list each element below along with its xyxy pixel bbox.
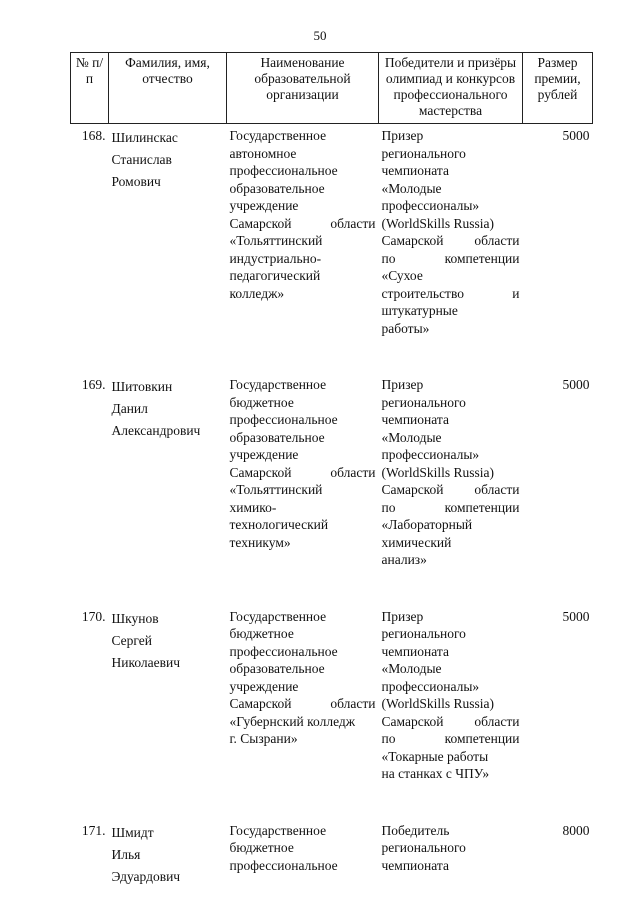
organization-line: бюджетное — [229, 840, 294, 855]
organization-line: индустриально- — [229, 250, 322, 266]
organization-line: образовательное — [229, 429, 325, 445]
achievement-line: Самарской области — [381, 713, 520, 729]
row-prize-amount: 5000 — [562, 377, 590, 392]
row-spacer — [71, 337, 593, 373]
achievement-line: «Сухое — [381, 268, 423, 283]
table-row — [71, 373, 593, 569]
organization-line: образовательное — [229, 661, 325, 676]
achievement-line: «Лабораторный — [381, 517, 473, 532]
organization-line: Государственное — [229, 128, 327, 143]
header-name: Фамилия, имя, отчество — [109, 53, 227, 124]
row-organization — [227, 124, 379, 338]
achievement-line: регионального — [381, 626, 466, 641]
name-line: Илья — [111, 846, 141, 862]
header-num: № п/п — [71, 53, 109, 124]
name-line: Шитовкин — [111, 379, 173, 394]
row-prize-amount: 5000 — [562, 608, 590, 624]
row-prize-amount: 5000 — [562, 128, 590, 143]
organization-line: Государственное — [229, 377, 327, 392]
row-prize-amount: 8000 — [562, 822, 590, 838]
achievement-line: химический — [381, 534, 452, 550]
row-spacer-cell — [71, 569, 593, 605]
achievement-line: «Молодые — [381, 661, 442, 676]
achievement-line: по компетенции — [381, 731, 520, 746]
achievement-line: «Токарные работы — [381, 748, 489, 764]
achievement-line: «Молодые — [381, 429, 442, 445]
organization-line: техникум» — [229, 534, 291, 550]
achievement-line: анализ» — [381, 552, 427, 567]
organization-line: химико- — [229, 499, 277, 515]
achievement-line: (WorldSkills Russia) — [381, 696, 495, 711]
achievement-line: (WorldSkills Russia) — [381, 215, 495, 231]
organization-line: профессиональное — [229, 163, 338, 178]
organization-line: учреждение — [229, 198, 299, 213]
row-organization — [227, 605, 379, 783]
table-header-row — [71, 53, 593, 124]
row-organization — [227, 819, 379, 888]
organization-line: г. Сызрани» — [229, 731, 298, 746]
achievement-line: «Молодые — [381, 180, 442, 196]
achievement-line: работы» — [381, 320, 430, 336]
organization-line: «Губернский колледж — [229, 713, 356, 729]
achievement-line: чемпионата — [381, 643, 449, 659]
row-spacer-cell — [71, 337, 593, 373]
row-achievement — [379, 819, 523, 888]
table-row — [71, 605, 593, 783]
achievement-line: Победитель — [381, 822, 450, 838]
organization-line: образовательное — [229, 180, 325, 196]
achievement-line: по компетенции — [381, 499, 520, 515]
row-number: 168. — [81, 128, 106, 143]
name-line: Шилинскас — [111, 130, 178, 145]
achievement-line: регионального — [381, 840, 466, 855]
header-winners: Победители и призёры олимпиад и конкурсов профессионального мастерства — [379, 53, 523, 124]
organization-line: Самарской области — [229, 215, 376, 231]
organization-line: профессиональное — [229, 412, 338, 427]
row-spacer-cell — [71, 783, 593, 819]
row-full-name — [109, 605, 227, 783]
achievement-line: чемпионата — [381, 163, 449, 178]
achievement-line: Призер — [381, 608, 424, 624]
achievement-line: строительство и — [381, 285, 520, 301]
organization-line: колледж» — [229, 285, 285, 301]
name-line: Ромович — [111, 174, 161, 189]
name-line: Шмидт — [111, 824, 154, 840]
organization-line: педагогический — [229, 268, 321, 283]
row-number: 169. — [81, 377, 106, 392]
table-row — [71, 819, 593, 888]
achievement-line: чемпионата — [381, 412, 449, 427]
achievement-line: регионального — [381, 394, 466, 410]
organization-line: автономное — [229, 145, 297, 161]
name-line: Сергей — [111, 632, 152, 648]
achievement-line: (WorldSkills Russia) — [381, 464, 495, 480]
achievement-line: Самарской области — [381, 233, 520, 248]
achievement-line: регионального — [381, 145, 466, 161]
achievement-line: на станках с ЧПУ» — [381, 766, 490, 781]
page-number: 50 — [313, 28, 327, 43]
name-line: Данил — [111, 401, 148, 416]
achievement-line: по компетенции — [381, 250, 520, 266]
row-full-name — [109, 373, 227, 569]
row-number: 171. — [81, 822, 106, 838]
row-spacer — [71, 783, 593, 819]
organization-line: учреждение — [229, 678, 299, 694]
organization-line: «Тольяттинский — [229, 482, 323, 497]
row-full-name — [109, 819, 227, 888]
awards-table — [70, 52, 593, 888]
table-row — [71, 124, 593, 338]
name-line: Александрович — [111, 423, 201, 438]
header-org: Наименование образовательной организации — [227, 53, 379, 124]
organization-line: бюджетное — [229, 626, 294, 641]
organization-line: «Тольяттинский — [229, 233, 323, 248]
table-body — [71, 124, 593, 888]
row-number: 170. — [81, 608, 106, 624]
achievement-line: Призер — [381, 377, 424, 392]
organization-line: Самарской области — [229, 696, 376, 711]
name-line: Станислав — [111, 152, 172, 167]
row-achievement — [379, 124, 523, 338]
row-achievement — [379, 373, 523, 569]
achievement-line: профессионалы» — [381, 678, 480, 694]
organization-line: Государственное — [229, 822, 327, 838]
organization-line: Самарской области — [229, 464, 376, 480]
organization-line: Государственное — [229, 608, 327, 624]
organization-line: профессиональное — [229, 857, 338, 873]
achievement-line: профессионалы» — [381, 447, 480, 462]
organization-line: технологический — [229, 517, 329, 532]
row-full-name — [109, 124, 227, 338]
organization-line: учреждение — [229, 447, 299, 462]
row-achievement — [379, 605, 523, 783]
row-spacer — [71, 569, 593, 605]
row-organization — [227, 373, 379, 569]
name-line: Николаевич — [111, 654, 181, 670]
achievement-line: чемпионата — [381, 857, 449, 873]
achievement-line: штукатурные — [381, 303, 458, 318]
name-line: Шкунов — [111, 610, 159, 626]
header-prize: Размер премии, рублей — [523, 53, 593, 124]
achievement-line: Призер — [381, 128, 424, 143]
organization-line: профессиональное — [229, 643, 338, 659]
achievement-line: Самарской области — [381, 482, 520, 497]
organization-line: бюджетное — [229, 394, 294, 410]
name-line: Эдуардович — [111, 868, 181, 884]
achievement-line: профессионалы» — [381, 198, 480, 213]
